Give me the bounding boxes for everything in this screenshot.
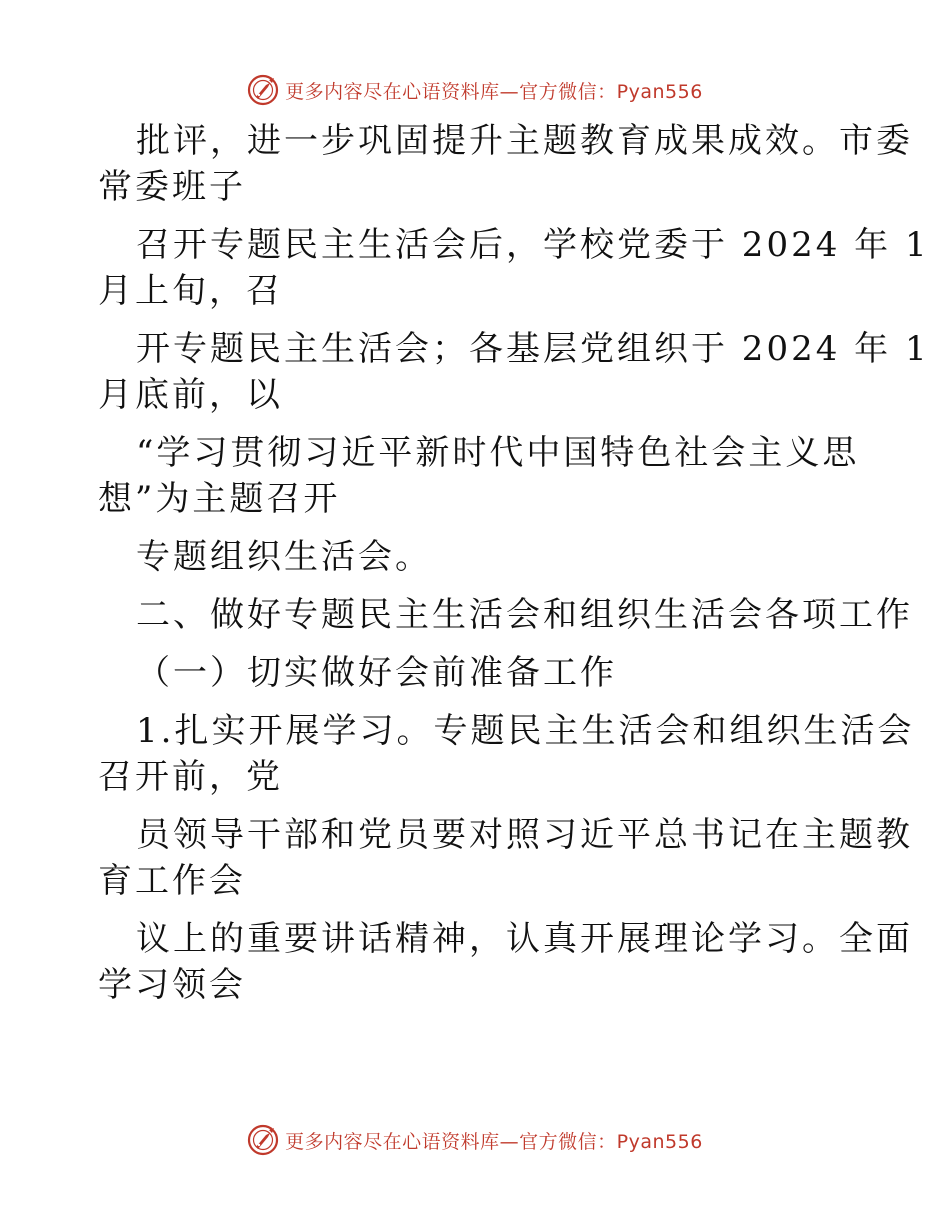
header-banner-text: 更多内容尽在心语资料库—官方微信：Pyan556: [285, 80, 703, 103]
paragraph-line: 员领导干部和党员要对照习近平总书记在主题教: [136, 815, 913, 855]
footer-banner: [0, 1120, 950, 1160]
paragraph-line: 想”为主题召开: [98, 479, 341, 519]
paragraph-line: 议上的重要讲话精神，认真开展理论学习。全面: [136, 919, 913, 959]
paragraph-line: 批评，进一步巩固提升主题教育成果成效。市委: [136, 121, 913, 161]
paragraph-line: “学习贯彻习近平新时代中国特色社会主义思: [136, 433, 860, 473]
pen-nib-logo-icon: [247, 1124, 279, 1156]
paragraph-line: 育工作会: [98, 861, 246, 901]
footer-banner-text: 更多内容尽在心语资料库—官方微信：Pyan556: [285, 1130, 703, 1153]
subsection-heading: （一）切实做好会前准备工作: [136, 653, 617, 693]
paragraph-line: 月上旬，召: [98, 271, 283, 311]
section-heading: 二、做好专题民主生活会和组织生活会各项工作: [136, 595, 913, 635]
paragraph-line: 召开前，党: [98, 757, 283, 797]
header-banner: [0, 70, 950, 110]
paragraph-line: 月底前，以: [98, 375, 283, 415]
document-body: [98, 118, 930, 1008]
paragraph-line: 专题组织生活会。: [136, 537, 432, 577]
paragraph-line: 常委班子: [98, 167, 246, 207]
pen-nib-logo-icon: [247, 74, 279, 106]
paragraph-line: 学习领会: [98, 965, 246, 1005]
paragraph-line: 召开专题民主生活会后，学校党委于 2024 年 1: [136, 225, 930, 265]
paragraph-line: 开专题民主生活会；各基层党组织于 2024 年 1: [136, 329, 930, 369]
paragraph-line: 1.扎实开展学习。专题民主生活会和组织生活会: [136, 711, 915, 751]
